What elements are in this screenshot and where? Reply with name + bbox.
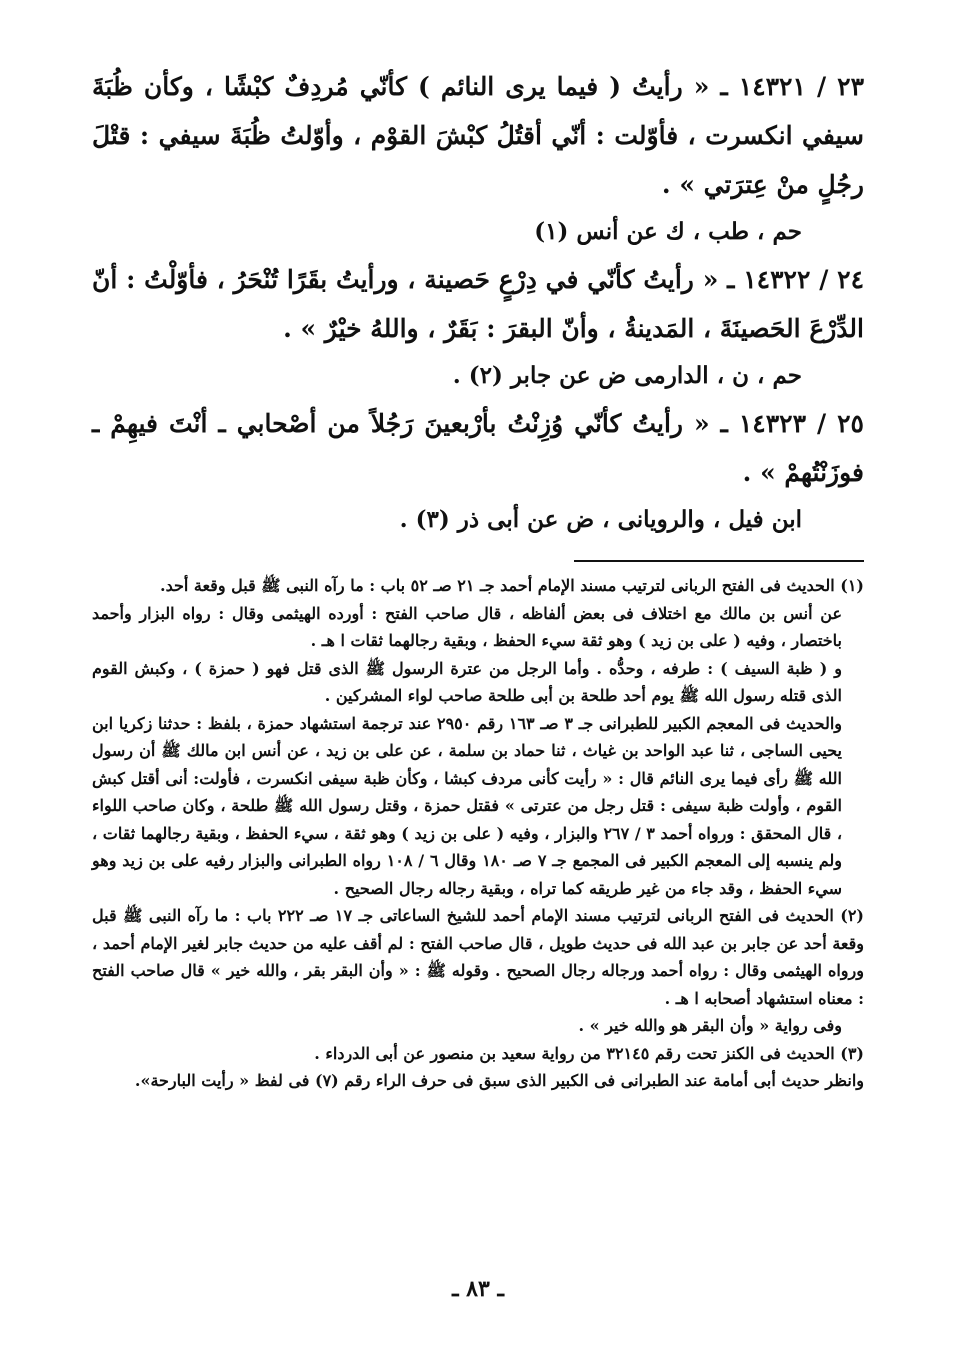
- hadith-reference: حم ، ن ، الدارمى ض عن جابر (٢) .: [452, 362, 802, 389]
- hadith-text: ٢٣ / ١٤٣٢١ ـ « رأيتُ ( فيما يرى النائم ) كأنّي مُردِفٌ كبْشًا ، وكأن ظُبَةَ سيفي انكسرت ، فأوّلت : أنّي أقتُلُ كبْشَ القوْم ، وأوّلتُ ظُبَةَ سيفي : قتْلَ رجُلٍ منْ عِترَتي » .: [92, 72, 864, 199]
- hadith-entry: [92, 255, 864, 399]
- footnote: [92, 572, 864, 902]
- footnote: [92, 1040, 864, 1095]
- footnote-paragraph: (٢) الحديث فى الفتح الربانى لترتيب مسند الإمام أحمد للشيخ الساعاتى جـ ١٧ صـ ٢٢٢ باب : ما رآه النبى ﷺ قبل وقعة أحد عن جابر بن عبد الله فى حديث طويل ، قال صاحب الفتح : لم أقف عليه من حديث جابر لغير الإمام أحمد ، ورواه الهيثمى وقال : رواه أحمد ورجاله رجال الصحيح . وقوله ﷺ : « وأن البقر بقر ، والله خير » قال صاحب الفتح : معناه استشهاد أصحابه ا هـ .: [92, 906, 864, 1008]
- page-number: ـ ٨٣ ـ: [452, 1276, 504, 1302]
- page-body: [92, 62, 864, 1356]
- footnote-paragraph: وفى رواية « وأن البقر هو والله خير » .: [578, 1016, 842, 1035]
- footnote-paragraph: وانظر حديث أبى أمامة عند الطبرانى فى الكبير الذى سبق فى حرف الراء رقم (٧) فى لفظ « رأيت البارحة».: [134, 1071, 864, 1090]
- hadith-text: ٢٥ / ١٤٣٢٣ ـ « رأيتُ كأنّي وُزِنْتُ بأرْبعينَ رَجُلاً من أصْحابي ـ أنْتَ فيهِمْ ـ فوزَنْتُهمْ » .: [92, 409, 864, 487]
- hadith-text: ٢٤ / ١٤٣٢٢ ـ « رأيتُ كأنّي في دِرْعٍ حَصينة ، ورأيتُ بقَرًا تُنْحَرُ ، فأوّلْتُ : أنّ الدِّرْعَ الحَصينَةَ ، المَدينةُ ، وأنّ البقرَ : بَقَرٌ ، واللهُ خيْرٌ » .: [92, 265, 864, 343]
- footnote-paragraph: (١) الحديث فى الفتح الربانى لترتيب مسند الإمام أحمد جـ ٢١ صـ ٥٢ باب : ما رآه النبى ﷺ قبل وقعة أحد.: [160, 576, 864, 595]
- hadith-reference: حم ، طب ، ك عن أنس (١): [534, 218, 802, 245]
- footnote-paragraph: عن أنس بن مالك مع اختلاف فى بعض ألفاظه ، قال صاحب الفتح : أورده الهيثمى وقال : رواه البزار وأحمد باختصار ، وفيه ( على بن زيد ) وهو ثقة سيء الحفظ ، وبقية رجالهما ثقات ا هـ .: [92, 603, 842, 650]
- hadith-entry: [92, 399, 864, 543]
- hadith-entry: [92, 62, 864, 255]
- footnote-divider: [574, 560, 864, 562]
- footnote-paragraph: والحديث فى المعجم الكبير للطبرانى جـ ٣ صـ ١٦٣ رقم ٢٩٥٠ عند ترجمة استشهاد حمزة ، بلفظ : حدثنا زكريا ابن يحيى الساجى ، ثنا عبد الواحد بن غياث ، ثنا حماد بن سلمة ، عن على بن زيد ، عن أنس ابن مالك ﷺ أن رسول الله ﷺ رأى فيما يرى النائم قال : « رأيت كأنى مردف كبشا ، وكأن ظبة سيفى انكسرت ، فأولت: أنى أقتل كبش القوم ، وأولت ظبة سيفى : قتل رجل من عترتى » فقتل حمزة ، وقتل رسول الله ﷺ طلحة ، وكان صاحب اللواء ، قال المحقق : ورواه أحمد ٣ / ٢٦٧ والبزار ، وفيه ( على بن زيد ) وهو ثقة ، سيء الحفظ ، وبقية رجالهما ثقات ، ولم ينسبه إلى المعجم الكبير فى المجمع جـ ٧ صـ ١٨٠ وقال ٦ / ١٠٨ رواه الطبرانى والبزار رفيه على بن زيد وهو سيء الحفظ ، وقد جاء من غير طريقه كما تراه ، وبقية رجاله رجال الصحيح .: [92, 713, 843, 898]
- footnote: [92, 902, 864, 1040]
- footnote-paragraph: (٣) الحديث فى الكنز تحت رقم ٣٢١٤٥ من رواية سعيد بن منصور عن أبى الدرداء .: [314, 1043, 864, 1063]
- hadith-reference: ابن فيل ، والرويانى ، ض عن أبى ذر (٣) .: [399, 506, 802, 533]
- footnote-paragraph: و ( ظبة السيف ) : طرفه ، وحدُّه . وأما الرجل من عترة الرسول ﷺ الذى قتل فهو ( حمزة ) ، وكبش القوم الذى قتله رسول الله ﷺ يوم أحد طلحة بن أبى طلحة صاحب لواء المشركين .: [92, 658, 842, 705]
